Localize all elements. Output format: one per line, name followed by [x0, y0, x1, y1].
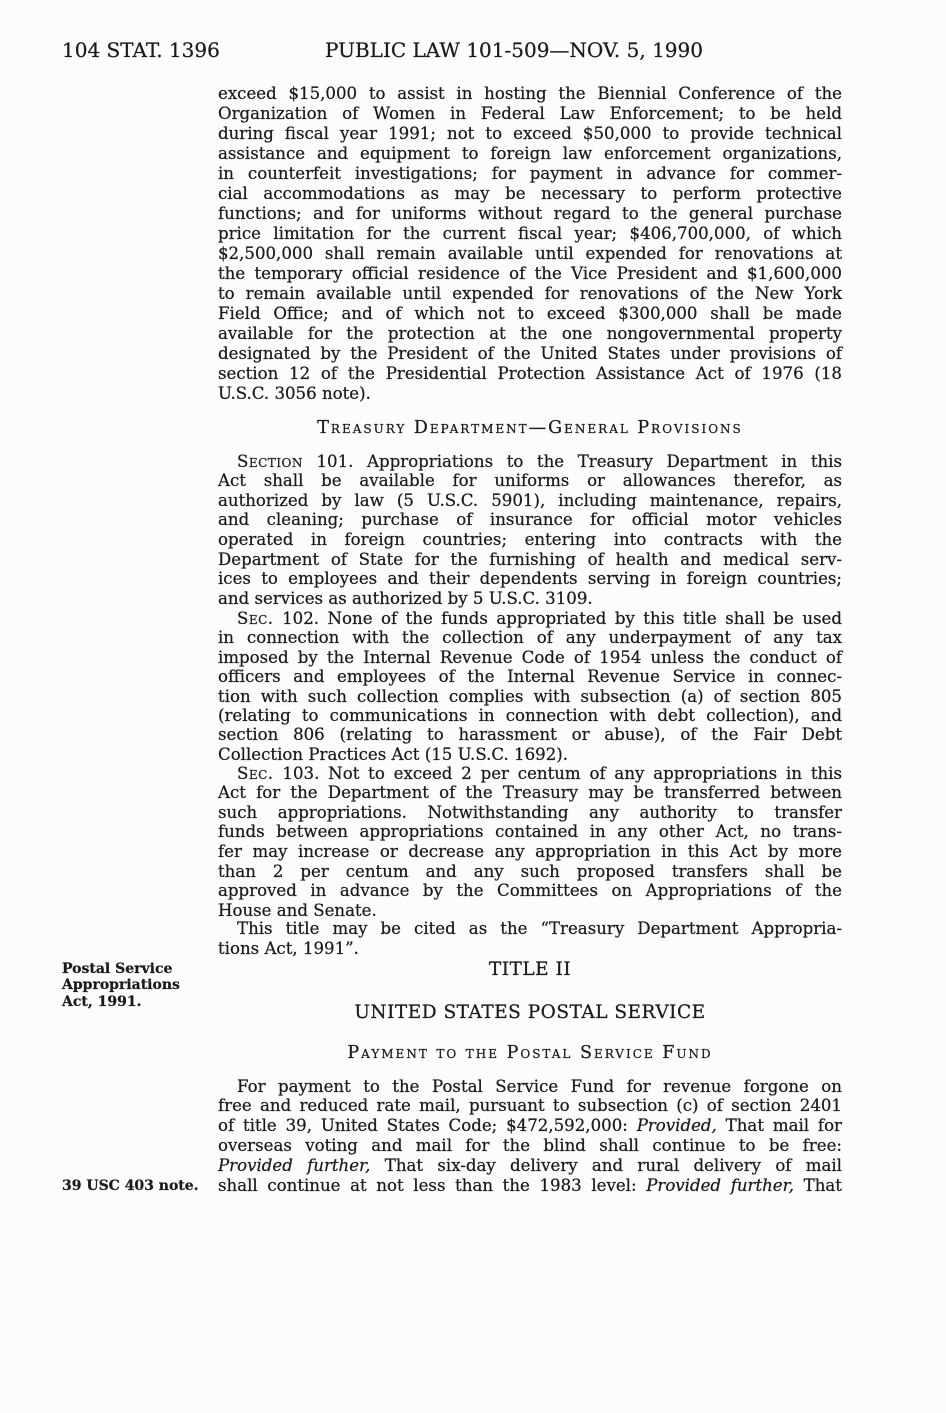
text-line: to remain available until expended for renovations of the New York — [218, 283, 842, 303]
text-line: officers and employees of the Internal Revenue Service in connec- — [218, 667, 842, 687]
text-line: authorized by law (5 U.S.C. 5901), including maintenance, repairs, — [218, 490, 842, 510]
text-line — [218, 1176, 842, 1196]
margin-note-line: Act, 1991. — [62, 993, 142, 1010]
text-line: designated by the President of the United States under provisions of — [218, 343, 842, 363]
text-line: Organization of Women in Federal Law Enforcement; to be held — [218, 103, 842, 123]
text-line: exceed $15,000 to assist in hosting the Biennial Conference of the — [218, 83, 842, 103]
text-line: Act shall be available for uniforms or allowances therefor, as — [218, 471, 842, 491]
margin-note — [62, 1178, 199, 1195]
italic-proviso: Provided further, — [218, 1155, 371, 1175]
text-line: $2,500,000 shall remain available until expended for renovations at — [218, 243, 842, 263]
text-line: functions; and for uniforms without regard to the general purchase — [218, 203, 842, 223]
text-line — [218, 609, 842, 628]
text-line: in counterfeit investigations; for payment in advance for commer- — [218, 163, 842, 183]
text-line: free and reduced rate mail, pursuant to subsection (c) of section 2401 — [218, 1096, 842, 1116]
text-line — [218, 452, 842, 472]
text-line: the temporary official residence of the Vice President and $1,600,000 — [218, 263, 842, 283]
text-line: tion with such collection complies with subsection (a) of section 805 — [218, 686, 842, 706]
text-line: Department of State for the furnishing of health and medical serv- — [218, 549, 842, 569]
postal-fund-paragraph — [218, 1077, 842, 1196]
text-line: section 806 (relating to harassment or abuse), of the Fair Debt — [218, 725, 842, 745]
text-line: section 12 of the Presidential Protection Assistance Act of 1976 (18 — [218, 363, 842, 383]
section-103-paragraph — [218, 764, 842, 921]
text-line: price limitation for the current fiscal year; $406,700,000, of which — [218, 223, 842, 243]
text-line: fer may increase or decrease any appropriation in this Act by more — [218, 842, 842, 862]
text-line: operated in foreign countries; entering into contracts with the — [218, 530, 842, 550]
text-line: Collection Practices Act (15 U.S.C. 1692). — [218, 744, 569, 764]
section-label: Sec. — [237, 608, 274, 628]
text-line: Field Office; and of which not to exceed $300,000 shall be made — [218, 303, 842, 323]
short-title-paragraph — [218, 919, 842, 959]
italic-proviso: Provided further, — [646, 1175, 795, 1195]
text-run: 102. None of the funds appropriated by this title shall be used — [282, 608, 842, 628]
text-line: House and Senate. — [218, 900, 377, 920]
text-line: imposed by the Internal Revenue Code of 1954 unless the conduct of — [218, 647, 842, 667]
agency-heading: UNITED STATES POSTAL SERVICE — [354, 1002, 706, 1024]
text-run: That mail for — [725, 1116, 842, 1136]
text-line: U.S.C. 3056 note). — [218, 383, 371, 403]
italic-proviso: Provided, — [636, 1116, 717, 1136]
text-line — [218, 1116, 842, 1136]
section-label: Sec. — [237, 763, 274, 783]
section-label: Section — [237, 451, 303, 471]
text-line: funds between appropriations contained in any other Act, no trans- — [218, 822, 842, 842]
text-line: assistance and equipment to foreign law enforcement organizations, — [218, 143, 842, 163]
text-run: That — [803, 1175, 842, 1195]
text-run: 101. Appropriations to the Treasury Department in this — [316, 451, 842, 471]
account-heading: Payment to the Postal Service Fund — [347, 1042, 713, 1063]
text-line: available for the protection at the one nongovernmental property — [218, 323, 842, 343]
text-line — [218, 1156, 842, 1176]
section-102-paragraph — [218, 609, 842, 765]
text-line — [218, 764, 842, 784]
running-head: PUBLIC LAW 101-509—NOV. 5, 1990 — [325, 38, 703, 62]
text-run: That six-day delivery and rural delivery of mail — [384, 1155, 842, 1175]
text-line: tions Act, 1991”. — [218, 938, 359, 958]
text-line: Act for the Department of the Treasury may be transferred between — [218, 783, 842, 803]
text-line: This title may be cited as the “Treasury Department Appropria- — [237, 918, 842, 938]
text-line: such appropriations. Notwithstanding any authority to transfer — [218, 802, 842, 822]
text-line: and services as authorized by 5 U.S.C. 3109. — [218, 588, 593, 608]
text-line: approved in advance by the Committees on Appropriations of the — [218, 881, 842, 901]
text-line: cial accommodations as may be necessary to perform protective — [218, 183, 842, 203]
statute-page-reference: 104 STAT. 1396 — [62, 38, 220, 62]
text-line: and cleaning; purchase of insurance for official motor vehicles — [218, 510, 842, 530]
text-line: (relating to communications in connection with debt collection), and — [218, 705, 842, 725]
text-run: of title 39, United States Code; $472,592,000: — [218, 1116, 628, 1136]
text-line: For payment to the Postal Service Fund for revenue forgone on — [237, 1076, 842, 1096]
margin-note-line: Postal Service — [62, 960, 173, 977]
text-run: 103. Not to exceed 2 per centum of any appropriations in this — [282, 763, 842, 783]
text-line: during fiscal year 1991; not to exceed $50,000 to provide technical — [218, 123, 842, 143]
margin-note-line: Appropriations — [62, 977, 180, 993]
margin-note-line: 39 USC 403 note. — [62, 1177, 199, 1194]
continuation-paragraph — [218, 84, 842, 404]
text-line: in connection with the collection of any underpayment of any tax — [218, 628, 842, 648]
margin-note — [62, 961, 180, 1011]
text-run: shall continue at not less than the 1983 level: — [218, 1175, 637, 1195]
title-heading: TITLE II — [488, 959, 572, 981]
text-line: than 2 per centum and any such proposed transfers shall be — [218, 861, 842, 881]
section-heading: Treasury Department—General Provisions — [317, 417, 743, 438]
text-line: ices to employees and their dependents serving in foreign countries; — [218, 569, 842, 589]
text-line: overseas voting and mail for the blind shall continue to be free: — [218, 1136, 842, 1156]
section-101-paragraph — [218, 452, 842, 609]
